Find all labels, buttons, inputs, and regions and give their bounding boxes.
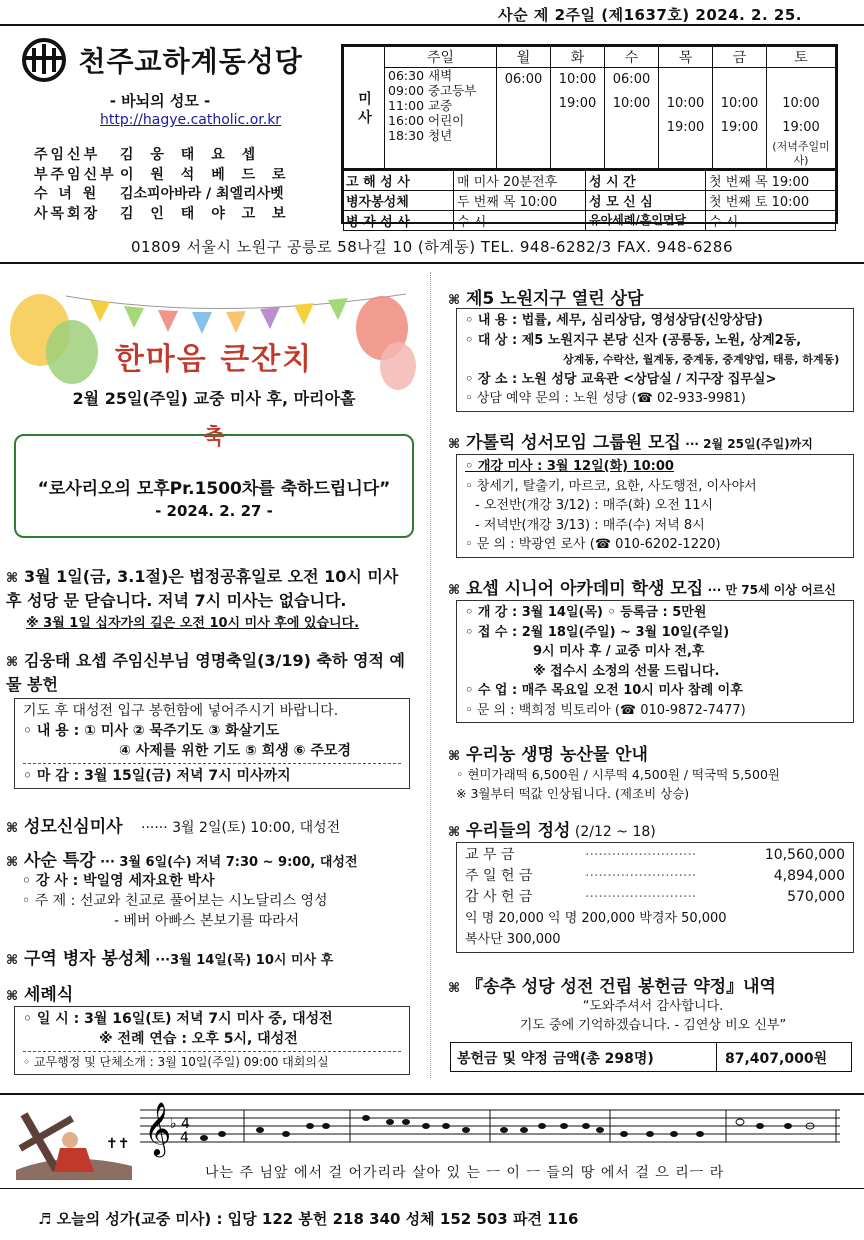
- mass-schedule-table: [341, 44, 838, 230]
- staff-row: 주임신부 김 웅 태 요 셉: [34, 147, 262, 163]
- parish-emblem-icon: [18, 38, 74, 82]
- extra-label: 성 모 신 심: [586, 191, 706, 211]
- senior-box: ◦ 개 강 : 3월 14일(목) ◦ 등록금 : 5만원 ◦ 접 수 : 2월 18일(주일) ~ 3월 10일(주일) 9시 미사 후 / 교중 미사 전,후 ※ 접수시 소정의 선물 드립니다. ◦ 수 업 : 매주 목요일 오전 10시 미사 참례 이후 ◦ 문 의 : 백희정 빅토리아 (☎ 010-9872-7477): [456, 600, 854, 723]
- pledge-section: ⌘ 『송추 성당 성전 건립 봉헌금 약정』내역 “도와주셔서 감사합니다. 기도 중에 기억하겠습니다. - 김연상 비오 신부”: [448, 977, 787, 1033]
- extra-value: 수 시: [454, 211, 586, 231]
- extra-value: 두 번째 목 10:00: [454, 191, 586, 211]
- saturday-times: 10:00 19:00 (저녁주일미사): [767, 68, 836, 169]
- farm-section: ⌘ 우리농 생명 농산물 안내 ◦ 현미가래떡 6,500원 / 시루떡 4,500원 / 떡국떡 5,500원 ※ 3월부터 떡값 인상됩니다. (제조비 상승): [448, 745, 780, 801]
- cross-bullet-icon: ⌘: [448, 749, 461, 764]
- notice-note: ※ 3월 1일 십자가의 길은 오전 10시 미사 후에 있습니다.: [26, 616, 360, 631]
- congrats-date: - 2024. 2. 27 -: [155, 502, 273, 520]
- parish-name: 천주교하계동성당: [78, 45, 303, 78]
- counsel-box: ◦ 내 용 : 법률, 세무, 심리상담, 영성상담(신앙상담) ◦ 대 상 : 제5 노원지구 본당 신자 (공릉동, 노원, 상계2동, 상계동, 수락산, 월계동, 중계동, 중계양업, 태릉, 하계동) ◦ 장 소 : 노원 성당 교육관 <상담실 / 지구장 집무실> ◦ 상담 예약 문의 : 노원 성당 (☎ 02-933-9981): [456, 308, 854, 412]
- lecture-section: ⌘ 사순 특강 ··· 3월 6일(수) 저녁 7:30 ~ 9:00, 대성전 ◦ 강 사 : 박일영 세자요한 박사 ◦ 주 제 : 선교와 친교로 풀어보는 시노달리스 영성 - 베버 아빠스 본보기를 따라서: [6, 851, 358, 929]
- staff-list: [34, 146, 324, 224]
- cross-bullet-icon: ⌘: [6, 655, 19, 670]
- feast-section: ⌘ 김웅태 요셉 주임신부님 영명축일(3/19) 축하 영적 예물 봉헌: [6, 651, 405, 694]
- cross-bullet-icon: ⌘: [6, 821, 19, 836]
- baptism-section: ⌘ 세례식: [6, 985, 74, 1005]
- monday-times: 06:00: [497, 68, 551, 169]
- day-header: 화: [551, 47, 605, 68]
- congrats-mark: 축: [203, 425, 225, 450]
- extra-value: 첫 번째 목 19:00: [706, 170, 836, 191]
- counsel-section: ⌘ 제5 노원지구 열린 상담: [448, 289, 644, 309]
- tuesday-times: 10:00 19:00: [551, 68, 605, 169]
- cross-bullet-icon: ⌘: [448, 437, 461, 452]
- cross-bullet-icon: ⌘: [6, 855, 19, 870]
- day-header: 주일: [385, 47, 497, 68]
- pledge-box: 봉헌금 및 약정 금액(총 298명) 87,407,000원: [450, 1042, 852, 1072]
- offering-box: 교 무 금 ························· 10,560,000 주 일 헌 금 ························· 4,894,000 감 사 헌 금 ························· 570,000 익 명 20,000 익 명 200,000 박경자 50,000 복사단 300,000: [456, 842, 854, 953]
- bible-section: ⌘ 가톨릭 성서모임 그룹원 모집 ··· 2월 25일(주일)까지: [448, 433, 813, 453]
- todays-hymns: ♬ 오늘의 성가(교중 미사) : 입당 122 봉헌 218 340 성체 152 503 파견 116: [38, 1210, 579, 1228]
- festival-banner: [6, 282, 422, 542]
- bible-box: ◦ 개강 미사 : 3월 12일(화) 10:00 ◦ 창세기, 탈출기, 마르코, 요한, 사도행전, 이사야서 - 오전반(개강 3/12) : 매주(화) 오전 11시 - 저녁반(개강 3/13) : 매주(수) 저녁 8시 ◦ 문 의 : 박광연 로사 (☎ 010-6202-1220): [456, 454, 854, 558]
- extra-label: 성 시 간: [586, 170, 706, 191]
- wednesday-times: 06:00 10:00: [605, 68, 659, 169]
- svg-text:✝✝: ✝✝: [106, 1136, 130, 1152]
- extra-label: 병 자 성 사: [344, 211, 454, 231]
- sunday-times: 06:30 새벽 09:00 중고등부 11:00 교중 16:00 어린이 18:30 청년: [385, 68, 497, 169]
- parish-logo: [18, 38, 318, 82]
- hymn-lyrics: 나는 주 님앞 에서 걸 어가리라 살아 있 는 ㅡ 이 ㅡ 들의 땅 에서 걸 으 리ㅡ 라: [205, 1165, 725, 1181]
- footer-divider: [0, 1188, 864, 1189]
- top-divider: [0, 24, 864, 26]
- column-divider: [430, 272, 431, 1078]
- mass-label: 미 사: [344, 47, 385, 169]
- staff-row: 부주임신부 이 원 석 베 드 로: [34, 166, 292, 183]
- offering-row: 주 일 헌 금 ························· 4,894,000: [465, 868, 845, 884]
- cross-bullet-icon: ⌘: [448, 825, 461, 840]
- extra-label: 고 해 성 사: [344, 170, 454, 191]
- address-divider: [0, 262, 864, 264]
- baptism-box: ◦ 일 시 : 3월 16일(토) 저녁 7시 미사 중, 대성전 ※ 전례 연습 : 오후 5시, 대성전 ◦ 교무행정 및 단체소개 : 3월 10일(주일) 09:00 대회의실: [14, 1006, 410, 1075]
- day-header: 토: [767, 47, 836, 68]
- cross-bullet-icon: ⌘: [6, 989, 19, 1004]
- sick-communion-section: ⌘ 구역 병자 봉성체 ···3월 14일(목) 10시 미사 후: [6, 949, 334, 969]
- offering-row: 교 무 금 ························· 10,560,000: [465, 847, 845, 863]
- cross-bullet-icon: ⌘: [448, 981, 461, 996]
- svg-text:4: 4: [180, 1130, 189, 1146]
- cross-bullet-icon: ⌘: [448, 293, 461, 308]
- extra-label: 유아세례/혼인면담: [586, 211, 706, 231]
- day-header: 수: [605, 47, 659, 68]
- extra-value: 매 미사 20분전후: [454, 170, 586, 191]
- treble-clef-icon: 𝄞: [144, 1101, 172, 1155]
- festival-date: 2월 25일(주일) 교중 미사 후, 마리아홀: [72, 389, 356, 408]
- notice-holiday: ⌘ 3월 1일(금, 3.1절)은 법정공휴일로 오전 10시 미사 후 성당 문 닫습니다. 저녁 7시 미사는 없습니다. ※ 3월 1일 십자가의 길은 오전 10시 미사 후에 있습니다.: [6, 566, 416, 631]
- day-header: 목: [659, 47, 713, 68]
- extra-label: 병자봉성체: [344, 191, 454, 211]
- feast-box: 기도 후 대성전 입구 봉헌함에 넣어주시기 바랍니다. ◦ 내 용 : ① 미사 ② 묵주기도 ③ 화살기도 ④ 사제를 위한 기도 ⑤ 희생 ⑥ 주모경 ◦ 마 감 : 3월 15일(금) 저녁 7시 미사까지: [14, 698, 410, 789]
- friday-times: 10:00 19:00: [713, 68, 767, 169]
- offering-row: 감 사 헌 금 ························· 570,000: [465, 889, 845, 905]
- offering-section: ⌘ 우리들의 정성 (2/12 ~ 18): [448, 821, 656, 841]
- address-line: 01809 서울시 노원구 공릉로 58나길 10 (하계동) TEL. 948-6282/3 FAX. 948-6286: [131, 238, 733, 256]
- patron-subtitle: - 바뇌의 성모 -: [109, 92, 211, 110]
- cross-bullet-icon: ⌘: [6, 571, 19, 586]
- cross-bullet-icon: ⌘: [448, 583, 461, 598]
- extra-value: 수 시: [706, 211, 836, 231]
- parish-url-link[interactable]: http://hagye.catholic.or.kr: [100, 112, 282, 128]
- cross-bullet-icon: ⌘: [6, 953, 19, 968]
- senior-section: ⌘ 요셉 시니어 아카데미 학생 모집 ··· 만 75세 이상 어르신: [448, 579, 836, 599]
- heart-mass-section: ⌘ 성모신심미사 ······ 3월 2일(토) 10:00, 대성전: [6, 817, 341, 837]
- staff-row: 수 녀 원 김소피아바라 / 최엘리사벳: [34, 186, 284, 202]
- thursday-times: 10:00 19:00: [659, 68, 713, 169]
- extra-value: 첫 번째 토 10:00: [706, 191, 836, 211]
- congrats-message: “로사리오의 모후Pr.1500차를 축하드립니다”: [37, 479, 391, 499]
- svg-text:♭ 4: ♭ 4: [170, 1116, 190, 1132]
- day-header: 금: [713, 47, 767, 68]
- day-header: 월: [497, 47, 551, 68]
- issue-line: 사순 제 2주일 (제1637호) 2024. 2. 25.: [498, 6, 802, 24]
- music-top-divider: [0, 1093, 864, 1095]
- festival-title: 한마음 큰잔치: [114, 342, 314, 377]
- jesus-cross-icon: [6, 1100, 134, 1184]
- staff-row: 사목회장 김 인 태 야 고 보: [34, 205, 292, 222]
